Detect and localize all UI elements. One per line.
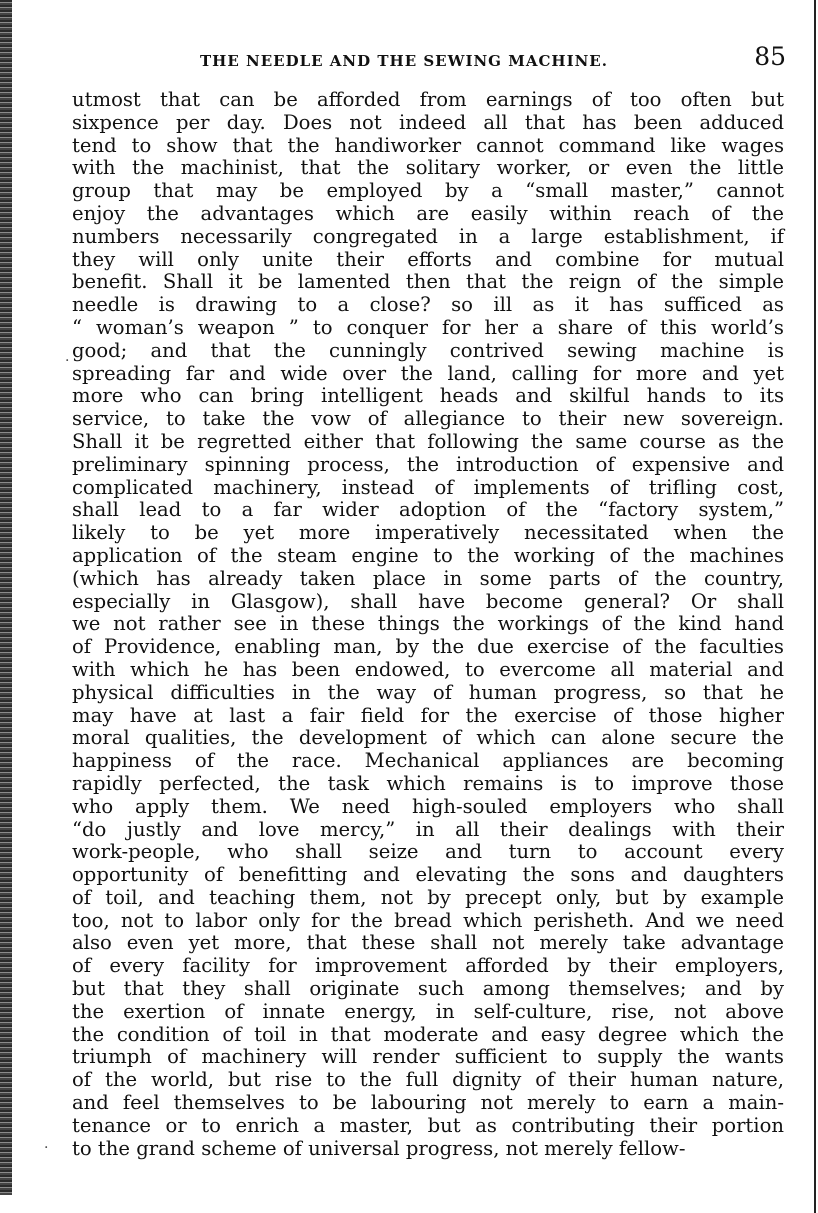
text-line: we not rather see in these things the workings of the kind hand <box>72 612 784 636</box>
text-line: triumph of machinery will render sufficient to supply the wants <box>72 1045 784 1069</box>
page-number: 85 <box>754 42 786 71</box>
text-line: rapidly perfected, the task which remains is to improve those <box>72 771 784 795</box>
text-line: the condition of toil in that moderate and easy degree which the <box>72 1022 784 1046</box>
text-line: more who can bring intelligent heads and skilful hands to its <box>72 384 784 408</box>
text-line: work-people, who shall seize and turn to account every <box>72 840 784 864</box>
text-line: with the machinist, that the solitary worker, or even the little <box>72 156 784 180</box>
text-line: may have at last a fair field for the exercise of those higher <box>72 703 784 727</box>
text-line: the exertion of innate energy, in self-culture, rise, not above <box>72 999 784 1023</box>
text-line: needle is drawing to a close? so ill as it has sufficed as <box>72 293 784 317</box>
page-right-edge <box>814 0 816 1213</box>
text-line: good; and that the cunningly contrived sewing machine is <box>72 338 784 362</box>
text-line: enjoy the advantages which are easily within reach of the <box>72 201 784 225</box>
text-line: likely to be yet more imperatively necessitated when the <box>72 521 784 545</box>
text-line: of the world, but rise to the full dignity of their human nature, <box>72 1068 784 1092</box>
text-line: of toil, and teaching them, not by precept only, but by example <box>72 885 784 909</box>
text-line: and feel themselves to be labouring not merely to earn a main- <box>72 1091 784 1115</box>
text-line: benefit. Shall it be lamented then that the reign of the simple <box>72 270 784 294</box>
text-line: sixpence per day. Does not indeed all that has been adduced <box>72 110 784 134</box>
text-line: but that they shall originate such among themselves; and by <box>72 977 784 1001</box>
text-line: utmost that can be afforded from earnings of too often but <box>72 88 784 111</box>
text-line: Shall it be regretted either that following the same course as the <box>72 429 784 453</box>
text-line: moral qualities, the development of which can alone secure the <box>72 726 784 750</box>
text-line: “ woman’s weapon ” to conquer for her a share of this world’s <box>72 315 784 339</box>
text-line: who apply them. We need high-souled employers who shall <box>72 794 784 818</box>
text-line: (which has already taken place in some parts of the country, <box>72 566 784 590</box>
page-binding-edge <box>0 0 12 1195</box>
text-line: also even yet more, that these shall not merely take advantage <box>72 931 784 955</box>
text-line: tend to show that the handiworker cannot command like wages <box>72 133 784 157</box>
text-line: physical difficulties in the way of human progress, so that he <box>72 680 784 704</box>
text-line: too, not to labor only for the bread which perisheth. And we need <box>72 908 784 932</box>
text-line: they will only unite their efforts and combine for mutual <box>72 247 784 271</box>
text-line: service, to take the vow of allegiance to their new sovereign. <box>72 407 784 431</box>
text-line: complicated machinery, instead of implements of trifling cost, <box>72 475 784 499</box>
running-title: THE NEEDLE AND THE SEWING MACHINE. <box>200 52 608 70</box>
text-line: “do justly and love mercy,” in all their dealings with their <box>72 817 784 841</box>
body-text <box>72 89 784 1160</box>
page-header <box>140 40 790 70</box>
text-line: of every facility for improvement afforded by their employers, <box>72 954 784 978</box>
text-line: spreading far and wide over the land, calling for more and yet <box>72 361 784 385</box>
margin-dot: · <box>65 353 70 369</box>
text-line: with which he has been endowed, to evercome all material and <box>72 657 784 681</box>
text-line: shall lead to a far wider adoption of the “factory system,” <box>72 498 784 522</box>
margin-dot: · <box>44 1140 49 1156</box>
text-line: happiness of the race. Mechanical appliances are becoming <box>72 749 784 773</box>
text-line: opportunity of benefitting and elevating the sons and daughters <box>72 863 784 887</box>
text-line: to the grand scheme of universal progress, not merely fellow- <box>72 1136 686 1160</box>
text-line: tenance or to enrich a master, but as contributing their portion <box>72 1113 784 1137</box>
text-line: preliminary spinning process, the introduction of expensive and <box>72 452 784 476</box>
text-line: group that may be employed by a “small master,” cannot <box>72 179 784 203</box>
text-line: numbers necessarily congregated in a large establishment, if <box>72 224 784 248</box>
text-line: especially in Glasgow), shall have become general? Or shall <box>72 589 784 613</box>
text-line: of Providence, enabling man, by the due exercise of the faculties <box>72 635 784 659</box>
text-line: application of the steam engine to the working of the machines <box>72 543 784 567</box>
